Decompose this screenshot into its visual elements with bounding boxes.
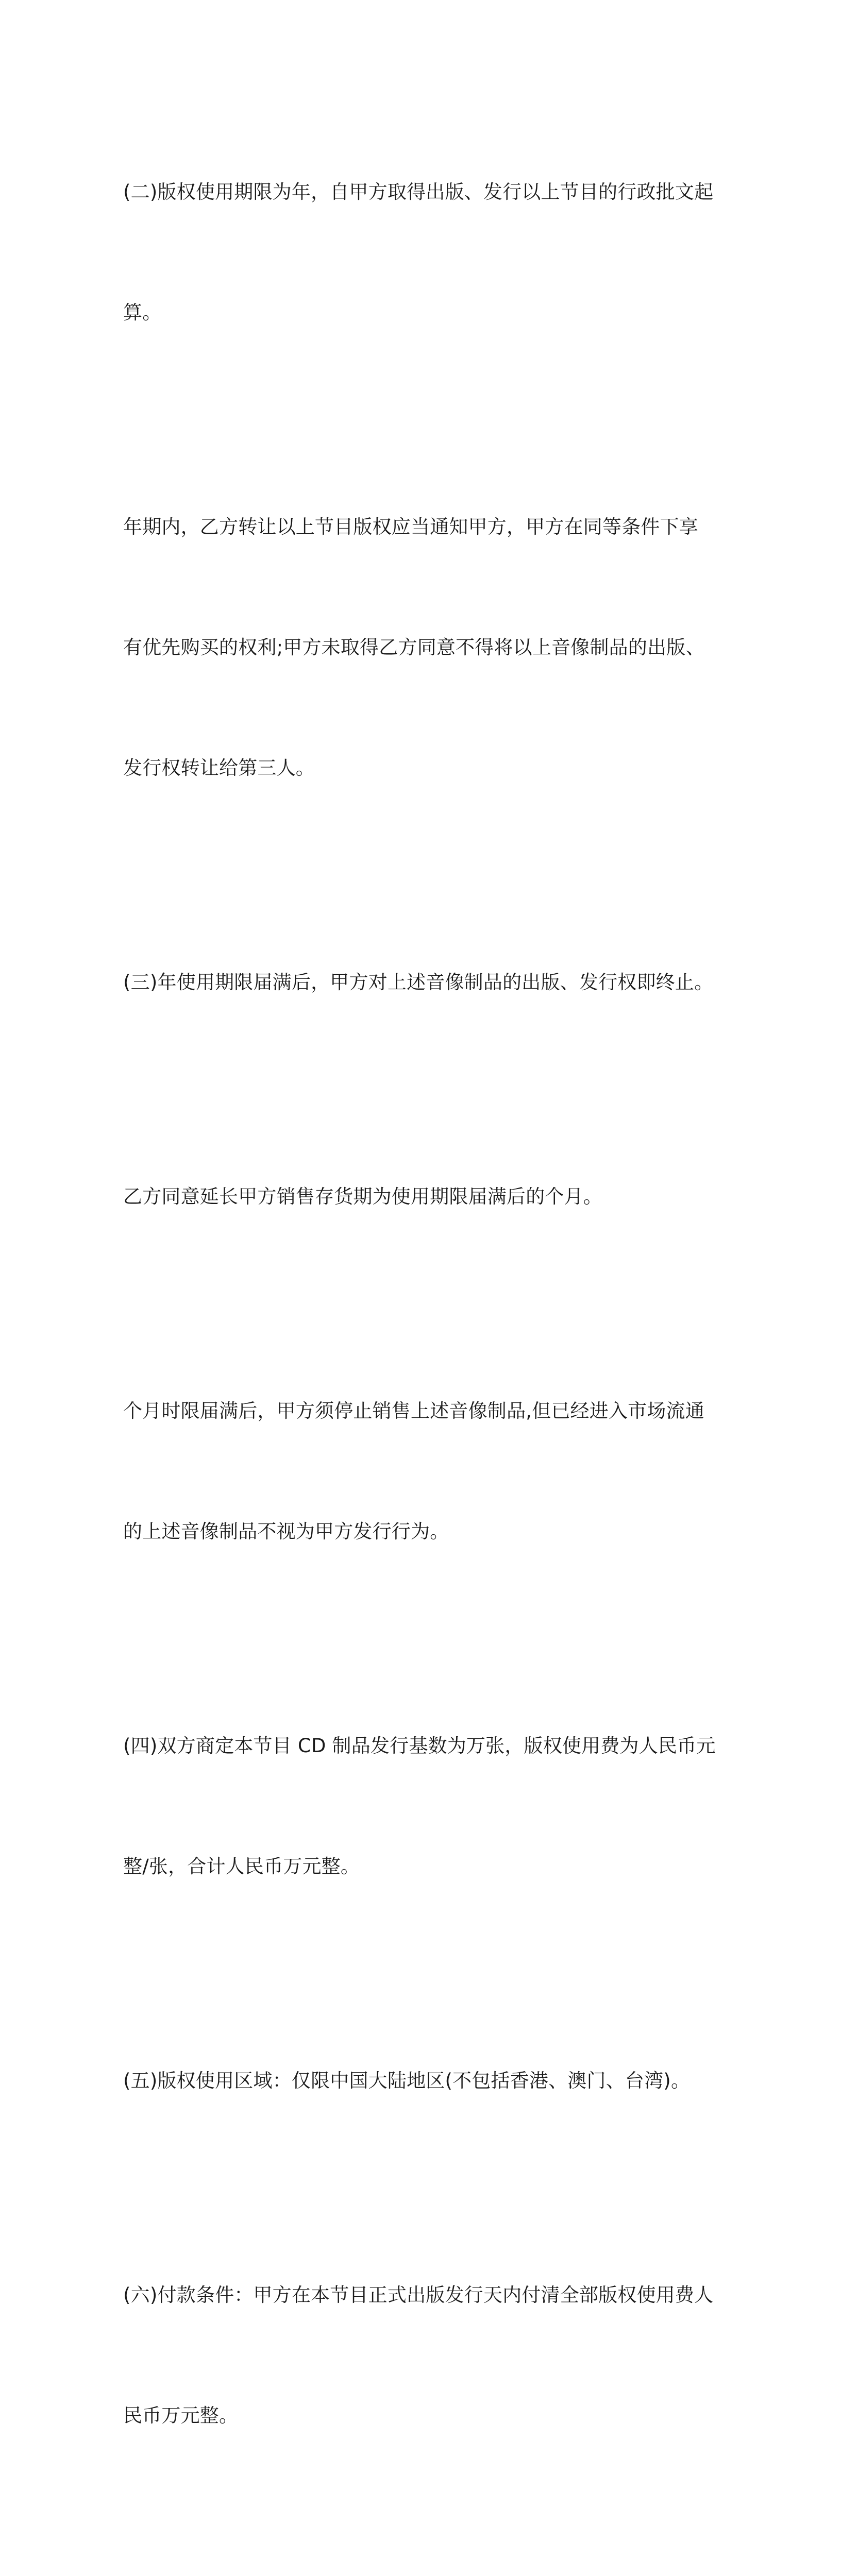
paragraph-line: 的上述音像制品不视为甲方发行行为。 xyxy=(123,1520,449,1543)
paragraph-line: 个月时限届满后，甲方须停止销售上述音像制品,但已经进入市场流通 xyxy=(123,1400,704,1422)
paragraph-3-term-expiry xyxy=(123,882,716,1083)
paragraph-5-region xyxy=(123,1980,716,2181)
paragraph-line: 有优先购买的权利;甲方未取得乙方同意不得将以上音像制品的出版、 xyxy=(123,636,705,658)
paragraph-line: 算。 xyxy=(123,301,162,324)
paragraph-line: (三)年使用期限届满后，甲方对上述音像制品的出版、发行权即终止。 xyxy=(123,971,714,993)
paragraph-line: (六)付款条件：甲方在本节目正式出版发行天内付清全部版权使用费人 xyxy=(123,2284,714,2306)
paragraph-line: 乙方同意延长甲方销售存货期为使用期限届满后的个月。 xyxy=(123,1185,602,1208)
paragraph-line: 民币万元整。 xyxy=(123,2404,239,2427)
paragraph-2-copyright-term xyxy=(123,92,716,413)
paragraph-line: (二)版权使用期限为年，自甲方取得出版、发行以上节目的行政批文起 xyxy=(123,181,714,203)
paragraph-stop-sales xyxy=(123,1311,716,1632)
document-body xyxy=(123,92,716,2576)
paragraph-line: (五)版权使用区域：仅限中国大陆地区(不包括香港、澳门、台湾)。 xyxy=(123,2070,691,2092)
paragraph-7-marketing xyxy=(123,2530,716,2576)
paragraph-transfer-notice xyxy=(123,427,716,869)
paragraph-line: 整/张，合计人民币万元整。 xyxy=(123,1855,360,1877)
paragraph-6-payment-terms xyxy=(123,2195,716,2516)
paragraph-line: 年期内，乙方转让以上节目版权应当通知甲方，甲方在同等条件下享 xyxy=(123,516,698,538)
paragraph-line: 发行权转让给第三人。 xyxy=(123,757,315,779)
paragraph-4-issue-quantity-fee xyxy=(123,1646,716,1967)
paragraph-inventory-extension xyxy=(123,1096,716,1297)
paragraph-line: (四)双方商定本节目 CD 制品发行基数为万张，版权使用费为人民币元 xyxy=(123,1735,716,1757)
